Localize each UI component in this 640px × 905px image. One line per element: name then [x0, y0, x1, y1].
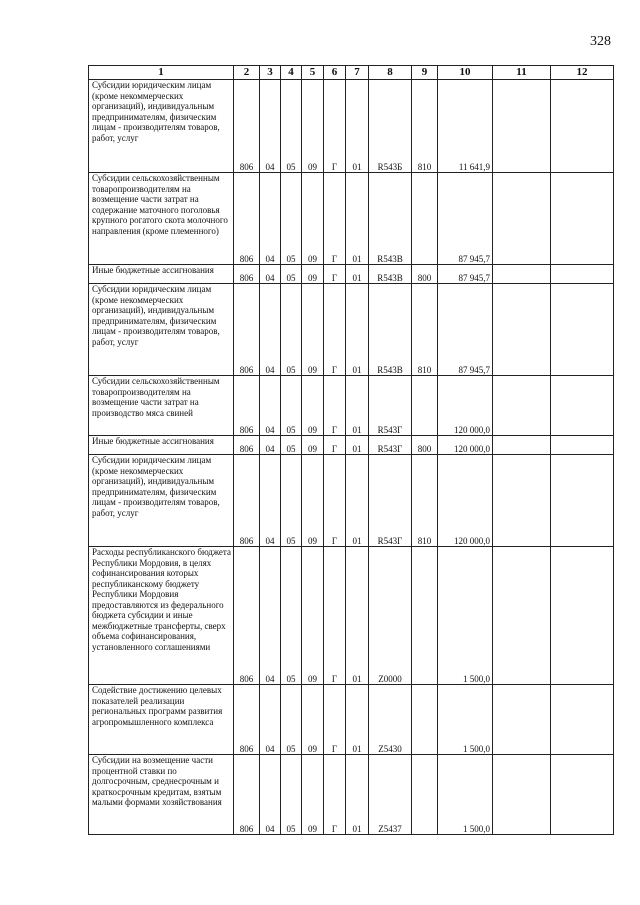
col-header: 12 [551, 66, 614, 80]
table-row [89, 685, 614, 755]
cell-c2: 806 [234, 455, 260, 547]
cell-c7: 01 [346, 173, 369, 265]
cell-c7: 01 [346, 436, 369, 455]
cell-c6: Г [324, 547, 346, 685]
cell-c4: 05 [281, 547, 302, 685]
cell-c3: 04 [260, 80, 281, 173]
cell-c5: 09 [302, 284, 324, 376]
cell-c5: 09 [302, 265, 324, 284]
cell-c9: 800 [412, 436, 438, 455]
cell-c11 [493, 265, 551, 284]
cell-c3: 04 [260, 284, 281, 376]
cell-c4: 05 [281, 436, 302, 455]
cell-c9: 810 [412, 455, 438, 547]
cell-c10: 120 000,0 [438, 436, 493, 455]
cell-c8: R543Г [369, 455, 412, 547]
cell-c11 [493, 455, 551, 547]
cell-c6: Г [324, 455, 346, 547]
cell-c2: 806 [234, 173, 260, 265]
cell-c6: Г [324, 755, 346, 835]
cell-c9 [412, 685, 438, 755]
cell-c10: 1 500,0 [438, 685, 493, 755]
page-number: 328 [590, 34, 611, 49]
cell-c10: 87 945,7 [438, 284, 493, 376]
cell-c5: 09 [302, 80, 324, 173]
cell-c4: 05 [281, 685, 302, 755]
cell-c12 [551, 455, 614, 547]
cell-c8: Z5430 [369, 685, 412, 755]
row-description: Субсидии юридическим лицам (кроме некоммерческих организаций), индивидуальным предпринимателям, физическим лицам - производителям товаров, работ, услуг [89, 80, 234, 173]
cell-c8: R543В [369, 265, 412, 284]
cell-c7: 01 [346, 455, 369, 547]
table-row [89, 284, 614, 376]
header-row [89, 66, 614, 80]
cell-c9: 800 [412, 265, 438, 284]
cell-c10: 11 641,9 [438, 80, 493, 173]
cell-c4: 05 [281, 376, 302, 436]
cell-c12 [551, 173, 614, 265]
cell-c11 [493, 376, 551, 436]
cell-c2: 806 [234, 265, 260, 284]
cell-c11 [493, 436, 551, 455]
cell-c3: 04 [260, 436, 281, 455]
cell-c12 [551, 685, 614, 755]
row-description: Субсидии на возмещение части процентной ставки по долгосрочным, среднесрочным и краткосрочным кредитам, взятым малыми формами хозяйствования [89, 755, 234, 835]
cell-c3: 04 [260, 755, 281, 835]
row-description: Субсидии сельскохозяйственным товаропроизводителям на возмещение части затрат на содержание маточного поголовья крупного рогатого скота молочного направления (кроме племенного) [89, 173, 234, 265]
cell-c7: 01 [346, 80, 369, 173]
cell-c9 [412, 376, 438, 436]
row-description: Иные бюджетные ассигнования [89, 265, 234, 284]
col-header: 5 [302, 66, 324, 80]
table-row [89, 376, 614, 436]
cell-c5: 09 [302, 685, 324, 755]
budget-table [88, 65, 614, 835]
cell-c8: R543Г [369, 376, 412, 436]
row-description: Расходы республиканского бюджета Республики Мордовия, в целях софинансирования которых республиканскому бюджету Республики Мордовия предоставляются из федерального бюджета субсидии и иные межбюджетные трансферты, сверх объема софинансирования, установленного соглашениями [89, 547, 234, 685]
row-description: Субсидии юридическим лицам (кроме некоммерческих организаций), индивидуальным предпринимателям, физическим лицам - производителям товаров, работ, услуг [89, 284, 234, 376]
cell-c4: 05 [281, 173, 302, 265]
cell-c12 [551, 80, 614, 173]
cell-c5: 09 [302, 455, 324, 547]
col-header: 2 [234, 66, 260, 80]
cell-c11 [493, 80, 551, 173]
cell-c8: Z5437 [369, 755, 412, 835]
cell-c11 [493, 685, 551, 755]
cell-c7: 01 [346, 685, 369, 755]
cell-c2: 806 [234, 755, 260, 835]
col-header: 4 [281, 66, 302, 80]
cell-c4: 05 [281, 755, 302, 835]
cell-c3: 04 [260, 265, 281, 284]
cell-c5: 09 [302, 173, 324, 265]
cell-c2: 806 [234, 547, 260, 685]
cell-c5: 09 [302, 755, 324, 835]
cell-c6: Г [324, 685, 346, 755]
cell-c11 [493, 173, 551, 265]
cell-c12 [551, 284, 614, 376]
cell-c4: 05 [281, 284, 302, 376]
cell-c9: 810 [412, 284, 438, 376]
cell-c7: 01 [346, 284, 369, 376]
cell-c9 [412, 755, 438, 835]
cell-c10: 1 500,0 [438, 755, 493, 835]
cell-c11 [493, 755, 551, 835]
cell-c11 [493, 284, 551, 376]
cell-c10: 120 000,0 [438, 455, 493, 547]
table-row [89, 547, 614, 685]
col-header: 3 [260, 66, 281, 80]
col-header: 8 [369, 66, 412, 80]
cell-c3: 04 [260, 685, 281, 755]
table-row [89, 173, 614, 265]
cell-c2: 806 [234, 284, 260, 376]
table-body [89, 80, 614, 835]
cell-c9: 810 [412, 80, 438, 173]
cell-c3: 04 [260, 547, 281, 685]
col-header: 11 [493, 66, 551, 80]
cell-c6: Г [324, 265, 346, 284]
cell-c3: 04 [260, 173, 281, 265]
col-header: 1 [89, 66, 234, 80]
cell-c4: 05 [281, 265, 302, 284]
cell-c2: 806 [234, 80, 260, 173]
col-header: 10 [438, 66, 493, 80]
cell-c12 [551, 755, 614, 835]
table-row [89, 455, 614, 547]
cell-c7: 01 [346, 755, 369, 835]
cell-c8: R543В [369, 284, 412, 376]
cell-c5: 09 [302, 547, 324, 685]
cell-c10: 87 945,7 [438, 173, 493, 265]
row-description: Субсидии сельскохозяйственным товаропроизводителям на возмещение части затрат на производство мяса свиней [89, 376, 234, 436]
cell-c9 [412, 547, 438, 685]
cell-c3: 04 [260, 455, 281, 547]
cell-c10: 1 500,0 [438, 547, 493, 685]
cell-c12 [551, 436, 614, 455]
cell-c12 [551, 376, 614, 436]
cell-c6: Г [324, 173, 346, 265]
row-description: Содействие достижению целевых показателей реализации региональных программ развития агропромышленного комплекса [89, 685, 234, 755]
cell-c11 [493, 547, 551, 685]
cell-c8: R543Б [369, 80, 412, 173]
row-description: Субсидии юридическим лицам (кроме некоммерческих организаций), индивидуальным предпринимателям, физическим лицам - производителям товаров, работ, услуг [89, 455, 234, 547]
cell-c6: Г [324, 436, 346, 455]
table-row [89, 436, 614, 455]
cell-c10: 120 000,0 [438, 376, 493, 436]
cell-c6: Г [324, 376, 346, 436]
cell-c6: Г [324, 80, 346, 173]
cell-c8: Z0000 [369, 547, 412, 685]
row-description: Иные бюджетные ассигнования [89, 436, 234, 455]
col-header: 6 [324, 66, 346, 80]
cell-c2: 806 [234, 436, 260, 455]
col-header: 7 [346, 66, 369, 80]
cell-c8: R543Г [369, 436, 412, 455]
table-row [89, 80, 614, 173]
cell-c3: 04 [260, 376, 281, 436]
cell-c12 [551, 547, 614, 685]
table-row [89, 755, 614, 835]
cell-c8: R543В [369, 173, 412, 265]
cell-c2: 806 [234, 376, 260, 436]
cell-c7: 01 [346, 376, 369, 436]
cell-c4: 05 [281, 455, 302, 547]
cell-c9 [412, 173, 438, 265]
cell-c5: 09 [302, 376, 324, 436]
cell-c2: 806 [234, 685, 260, 755]
table-row [89, 265, 614, 284]
cell-c10: 87 945,7 [438, 265, 493, 284]
cell-c6: Г [324, 284, 346, 376]
cell-c4: 05 [281, 80, 302, 173]
cell-c12 [551, 265, 614, 284]
col-header: 9 [412, 66, 438, 80]
cell-c5: 09 [302, 436, 324, 455]
cell-c7: 01 [346, 547, 369, 685]
cell-c7: 01 [346, 265, 369, 284]
